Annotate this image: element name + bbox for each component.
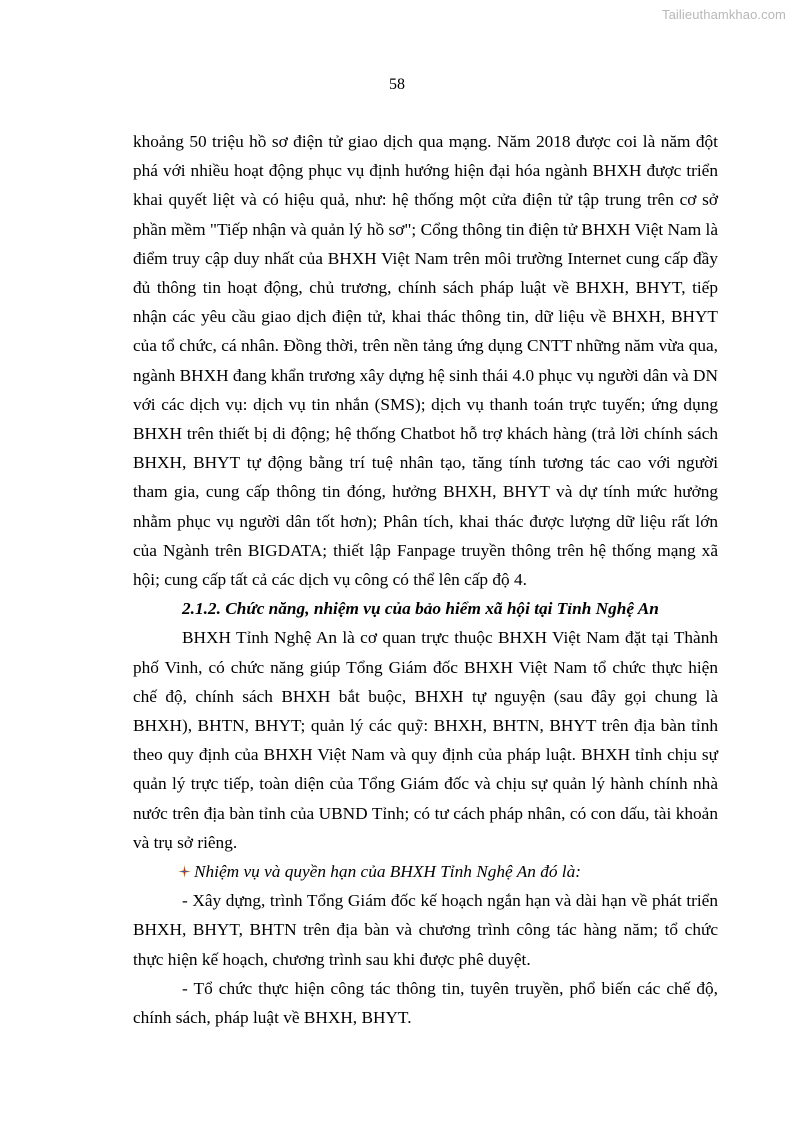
paragraph-function: BHXH Tỉnh Nghệ An là cơ quan trực thuộc BHXH Việt Nam đặt tại Thành phố Vinh, có chức năng giúp Tổng Giám đốc BHXH Việt Nam tổ chức thực hiện chế độ, chính sách BHXH bắt buộc, BHXH tự nguyện (sau đây gọi chung là BHXH), BHTN, BHYT; quản lý các quỹ: BHXH, BHTN, BHYT trên địa bàn tỉnh theo quy định của BHXH Việt Nam và quy định của pháp luật. BHXH tỉnh chịu sự quản lý trực tiếp, toàn diện của Tổng Giám đốc và chịu sự quản lý hành chính nhà nước trên địa bàn tỉnh của UBND Tỉnh; có tư cách pháp nhân, có con dấu, tài khoản và trụ sở riêng.	[133, 628, 718, 852]
watermark: Tailieuthamkhao.com	[661, 7, 786, 22]
document-body	[133, 127, 718, 1032]
bullet-star-icon	[178, 865, 191, 878]
bullet-heading-line	[133, 857, 718, 886]
page-number: 58	[389, 76, 405, 93]
section-heading: 2.1.2. Chức năng, nhiệm vụ của bảo hiểm xã hội tại Tỉnh Nghệ An	[182, 599, 659, 619]
bullet-heading-text: Nhiệm vụ và quyền hạn của BHXH Tỉnh Nghệ An đó là:	[194, 862, 582, 882]
list-item: - Tổ chức thực hiện công tác thông tin, tuyên truyền, phổ biến các chế độ, chính sách, pháp luật về BHXH, BHYT.	[133, 978, 718, 1028]
paragraph-continuation: khoảng 50 triệu hồ sơ điện tử giao dịch qua mạng. Năm 2018 được coi là năm đột phá với nhiều hoạt động phục vụ định hướng hiện đại hóa ngành BHXH được triển khai quyết liệt và có hiệu quả, như: hệ thống một cửa điện tử tập trung trên cơ sở phần mềm "Tiếp nhận và quản lý hồ sơ"; Cổng thông tin điện tử BHXH Việt Nam là điểm truy cập duy nhất của BHXH Việt Nam trên môi trường Internet cung cấp đầy đủ thông tin hoạt động, chủ trương, chính sách pháp luật về BHXH, BHYT, tiếp nhận các yêu cầu giao dịch điện tử, khai thác thông tin, dữ liệu về BHXH, BHYT của tổ chức, cá nhân. Đồng thời, trên nền tảng ứng dụng CNTT những năm vừa qua, ngành BHXH đang khẩn trương xây dựng hệ sinh thái 4.0 phục vụ người dân và DN với các dịch vụ: dịch vụ tin nhắn (SMS); dịch vụ thanh toán trực tuyến; ứng dụng BHXH trên thiết bị di động; hệ thống Chatbot hỗ trợ khách hàng (trả lời chính sách BHXH, BHYT tự động bằng trí tuệ nhân tạo, tăng tính tương tác cao với người tham gia, cung cấp thông tin đóng, hưởng BHXH, BHYT và dự tính mức hưởng nhằm phục vụ người dân tốt hơn); Phân tích, khai thác được lượng dữ liệu rất lớn của Ngành trên BIGDATA; thiết lập Fanpage truyền thông trên hệ thống mạng xã hội; cung cấp tất cả các dịch vụ công có thể lên cấp độ 4.	[133, 132, 718, 590]
list-item: - Xây dựng, trình Tổng Giám đốc kế hoạch ngắn hạn và dài hạn về phát triển BHXH, BHYT, BHTN trên địa bàn và chương trình công tác hàng năm; tổ chức thực hiện kế hoạch, chương trình sau khi được phê duyệt.	[133, 891, 718, 969]
